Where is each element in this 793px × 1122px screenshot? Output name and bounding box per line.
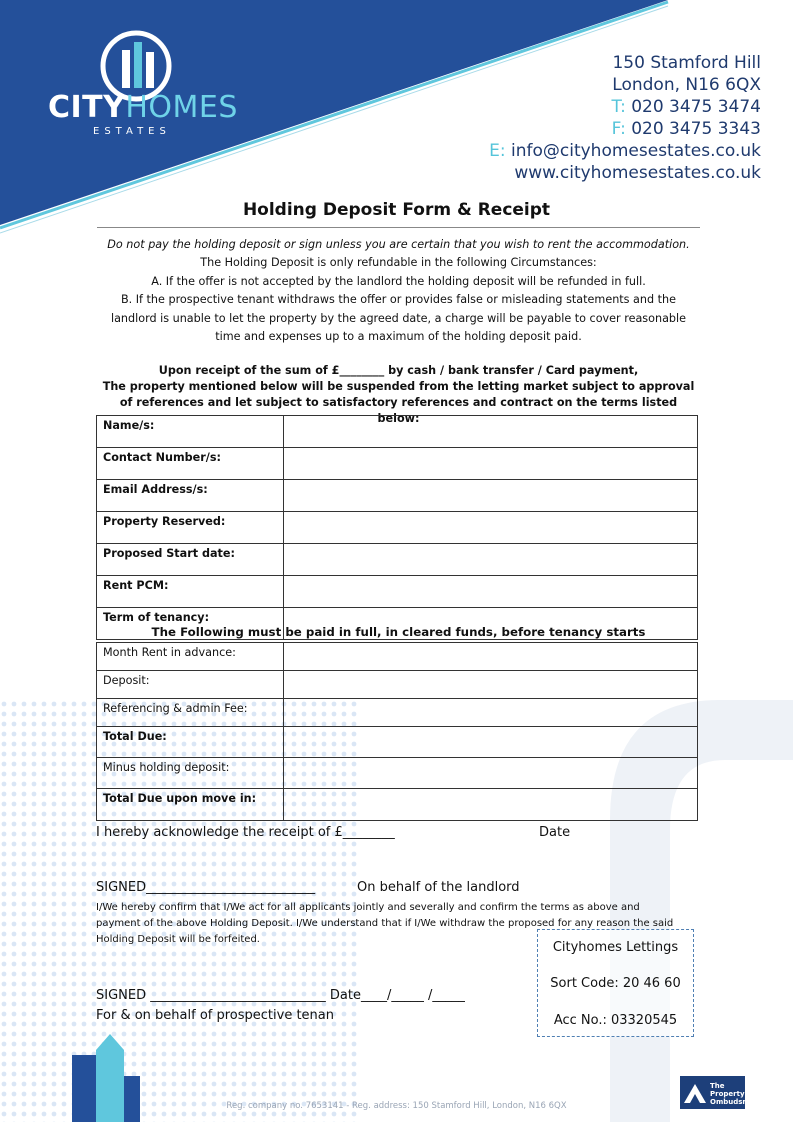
payment-row	[97, 671, 698, 699]
details-table	[96, 415, 698, 640]
details-row-value-field[interactable]	[284, 416, 698, 448]
intro-text	[97, 236, 700, 346]
sort-code: Sort Code: 20 46 60	[550, 976, 681, 991]
payment-row-label: Total Due upon move in:	[97, 789, 284, 821]
upon-line-2: The property mentioned below will be suspended from the letting market subject to approval of references and let subject to satisfactory references and contract on the terms listed below:	[102, 380, 695, 425]
payment-row-label: Deposit:	[97, 671, 284, 699]
details-row-label: Email Address/s:	[97, 480, 284, 512]
details-row-value-field[interactable]	[284, 448, 698, 480]
phone-label: T:	[611, 97, 626, 117]
details-row-value-field[interactable]	[284, 544, 698, 576]
confirm-text: I/We hereby confirm that I/We act for all applicants jointly and severally and confirm the terms as above and payment of the above Holding Deposit. I/We understand that if I/We withdraw the proposed for any reason the said Holding Deposit will be forfeited.	[96, 902, 674, 945]
account-number: Acc No.: 03320545	[553, 1013, 678, 1028]
point-a-text: A. If the offer is not accepted by the landlord the holding deposit will be refunded in full.	[151, 274, 646, 288]
fax-label: F:	[611, 119, 626, 139]
details-row-label: Contact Number/s:	[97, 448, 284, 480]
details-row	[97, 544, 698, 576]
bank-details-box	[537, 929, 694, 1037]
ombudsman-label: The Property Ombudsman	[710, 1082, 760, 1106]
payment-row-label: Minus holding deposit:	[97, 758, 284, 789]
payment-row-value-field[interactable]	[284, 671, 698, 699]
upon-line-1: Upon receipt of the sum of £________ by cash / bank transfer / Card payment,	[158, 364, 639, 377]
point-b-text: B. If the prospective tenant withdraws the offer or provides false or misleading statements and the landlord is unable to let the property by the agreed date, a charge will be payable to cover reasonable time and expenses up to a maximum of the holding deposit paid.	[110, 293, 687, 344]
email-line	[489, 140, 761, 162]
details-row-value-field[interactable]	[284, 512, 698, 544]
details-row-label: Name/s:	[97, 416, 284, 448]
payment-row	[97, 758, 698, 789]
details-row	[97, 576, 698, 608]
payment-row	[97, 643, 698, 671]
logo-subtitle: ESTATES	[93, 126, 171, 137]
details-row-label: Property Reserved:	[97, 512, 284, 544]
payment-row	[97, 699, 698, 727]
address-line-2: London, N16 6QX	[612, 75, 761, 95]
logo-word-city: CITY	[48, 90, 126, 125]
payment-row	[97, 727, 698, 758]
details-row	[97, 416, 698, 448]
fax-line	[489, 118, 761, 140]
title-divider	[97, 227, 700, 228]
payment-table	[96, 642, 698, 821]
details-row	[97, 448, 698, 480]
details-row	[97, 512, 698, 544]
page-title: Holding Deposit Form & Receipt	[242, 200, 551, 220]
fax-number: 020 3475 3343	[631, 119, 761, 139]
payment-row-value-field[interactable]	[284, 699, 698, 727]
payment-row-value-field[interactable]	[284, 758, 698, 789]
payment-row	[97, 789, 698, 821]
acknowledge-text: I hereby acknowledge the receipt of £________	[96, 825, 395, 840]
payment-row-value-field[interactable]	[284, 643, 698, 671]
payment-row-label: Month Rent in advance:	[97, 643, 284, 671]
phone-number: 020 3475 3474	[631, 97, 761, 117]
payment-row-label: Referencing & admin Fee:	[97, 699, 284, 727]
refundable-text: The Holding Deposit is only refundable in the following Circumstances:	[200, 256, 597, 270]
payment-row-value-field[interactable]	[284, 789, 698, 821]
tenant-behalf-label: For & on behalf of prospective tenan	[96, 1008, 334, 1023]
contact-block	[489, 52, 761, 184]
logo-wordmark	[48, 90, 238, 125]
landlord-behalf-label: On behalf of the landlord	[357, 880, 520, 895]
details-row-value-field[interactable]	[284, 576, 698, 608]
email-label: E:	[489, 141, 506, 161]
details-row-value-field[interactable]	[284, 480, 698, 512]
warning-text: Do not pay the holding deposit or sign unless you are certain that you wish to rent the accommodation.	[107, 238, 690, 251]
details-row-label: Rent PCM:	[97, 576, 284, 608]
ombudsman-logo-icon	[680, 1076, 710, 1109]
payment-row-label: Total Due:	[97, 727, 284, 758]
footer-registration: Reg. company no. 7653141 - Reg. address: 150 Stamford Hill, London, N16 6QX	[226, 1101, 567, 1111]
details-row-label: Term of tenancy:	[97, 608, 284, 640]
website-link[interactable]: www.cityhomesestates.co.uk	[514, 163, 761, 183]
landlord-signature-line: SIGNED__________________________	[96, 880, 316, 895]
tenant-signature-line: SIGNED ___________________________ Date____/_____ /_____	[96, 988, 465, 1003]
details-row	[97, 480, 698, 512]
email-address[interactable]: info@cityhomesestates.co.uk	[511, 141, 761, 161]
property-ombudsman-badge	[680, 1076, 760, 1109]
logo-word-homes: HOMES	[125, 90, 238, 125]
payment-heading: The Following must be paid in full, in cleared funds, before tenancy starts	[151, 625, 646, 639]
acknowledge-date-label: Date	[539, 825, 571, 840]
bank-name: Cityhomes Lettings	[552, 940, 679, 955]
address-line-1: 150 Stamford Hill	[612, 53, 761, 73]
details-row-label: Proposed Start date:	[97, 544, 284, 576]
payment-row-value-field[interactable]	[284, 727, 698, 758]
phone-line	[489, 96, 761, 118]
